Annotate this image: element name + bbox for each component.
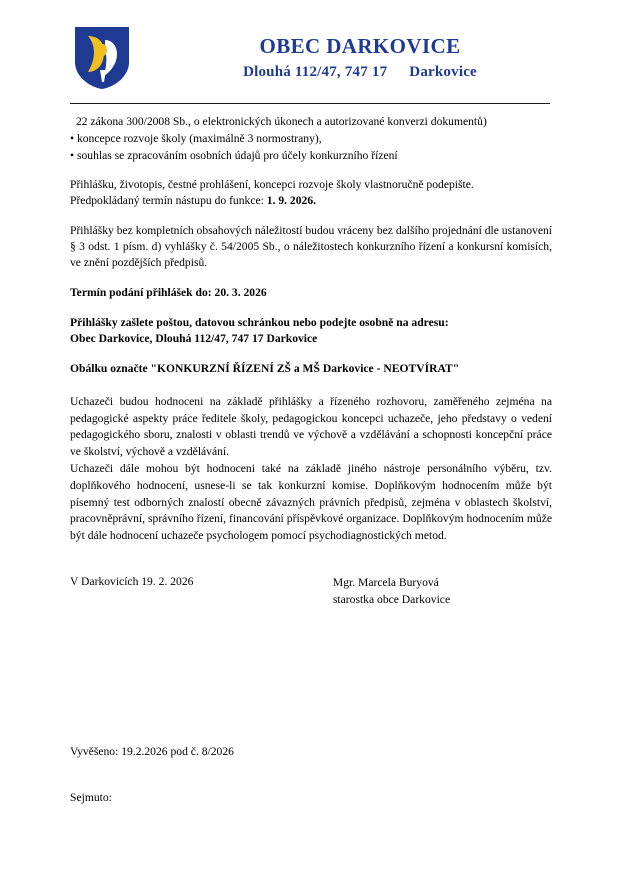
evaluation-paragraph-1: Uchazeči budou hodnoceni na základě přihlášky a řízeného rozhovoru, zaměřeného zejména na pedagogické aspekty práce ředitele školy, pedagogickou koncepci uchazeče, jeho představy o vedení pedagogického sboru, znalosti v oblasti trendů ve výchově a vzdělávání a schopnosti koncepční práce ve školství, výchově a vzdělávání. <box>70 394 552 459</box>
bullet-item-concept: • koncepce rozvoje školy (maximálně 3 normostrany), <box>70 131 322 145</box>
evaluation-paragraph-2: Uchazeči dále mohou být hodnoceni také na základě jiného nástroje personálního výběru, tzv. doplňkového hodnocení, usnese-li se tak konkurzní komise. Doplňkovým hodnocením může být písemný test odborných znalostí obecně závazných právních předpisů, zejména v oblastech školství, pracovněprávní, správního řízení, financování příspěvkové organizace. Doplňkovým hodnocením může být dále hodnocení uchazeče psychologem pomocí psychodiagnostických metod. <box>70 462 552 543</box>
submission-address-line: Obec Darkovice, Dlouhá 112/47, 747 17 Darkovice <box>70 331 318 345</box>
requirements-block <box>70 114 552 164</box>
coat-of-arms-icon <box>74 26 130 90</box>
address-street: Dlouhá 112/47, 747 17 <box>243 64 388 81</box>
start-date-line <box>70 193 552 209</box>
signature-block <box>70 575 552 609</box>
envelope-marking-line: Obálku označte "KONKURZNÍ ŘÍZENÍ ZŠ a MŠ Darkovice - NEOTVÍRAT" <box>70 361 460 375</box>
sign-documents-line: Přihlášku, životopis, čestné prohlášení, koncepci rozvoje školy vlastnoručně podepište. <box>70 177 474 191</box>
place-and-date: V Darkovicích 19. 2. 2026 <box>70 575 194 588</box>
document-body <box>70 114 552 545</box>
start-date-prefix: Předpokládaný termín nástupu do funkce: <box>70 193 267 207</box>
application-deadline: Termín podání přihlášek do: 20. 3. 2026 <box>70 285 267 299</box>
posting-footer <box>70 745 552 804</box>
incomplete-applications-paragraph: Přihlášky bez kompletních obsahových náležitostí budou vráceny bez dalšího projednání dle ustanovení § 3 odst. 1 písm. d) vyhlášky č. 54/2005 Sb., o náležitostech konkurzního řízení a konkursní komisích, ve znění pozdějších předpisů. <box>70 223 552 269</box>
submission-method-line: Přihlášky zašlete poštou, datovou schránkou nebo podejte osobně na adresu: <box>70 315 449 329</box>
address-city: Darkovice <box>409 64 477 81</box>
header-text-block <box>150 34 570 81</box>
start-date-value: 1. 9. 2026. <box>266 193 317 207</box>
legal-reference-line: 22 zákona 300/2008 Sb., o elektronických úkonech a autorizované konverzi dokumentů) <box>76 115 487 128</box>
signatory-name: Mgr. Marcela Buryová <box>332 576 439 589</box>
signatory-title: starostka obce Darkovice <box>332 592 451 606</box>
signing-instructions-block <box>70 177 552 209</box>
submission-address-block <box>70 315 552 347</box>
organization-name: OBEC DARKOVICE <box>259 34 461 58</box>
removed-date-line: Sejmuto: <box>70 791 112 804</box>
bullet-item-consent: • souhlas se zpracováním osobních údajů pro účely konkurzního řízení <box>70 148 398 162</box>
posted-date-line: Vyvěšeno: 19.2.2026 pod č. 8/2026 <box>70 745 234 758</box>
document-header <box>0 0 620 96</box>
header-divider <box>70 103 550 104</box>
organization-address <box>150 64 570 81</box>
signatory <box>333 575 450 609</box>
